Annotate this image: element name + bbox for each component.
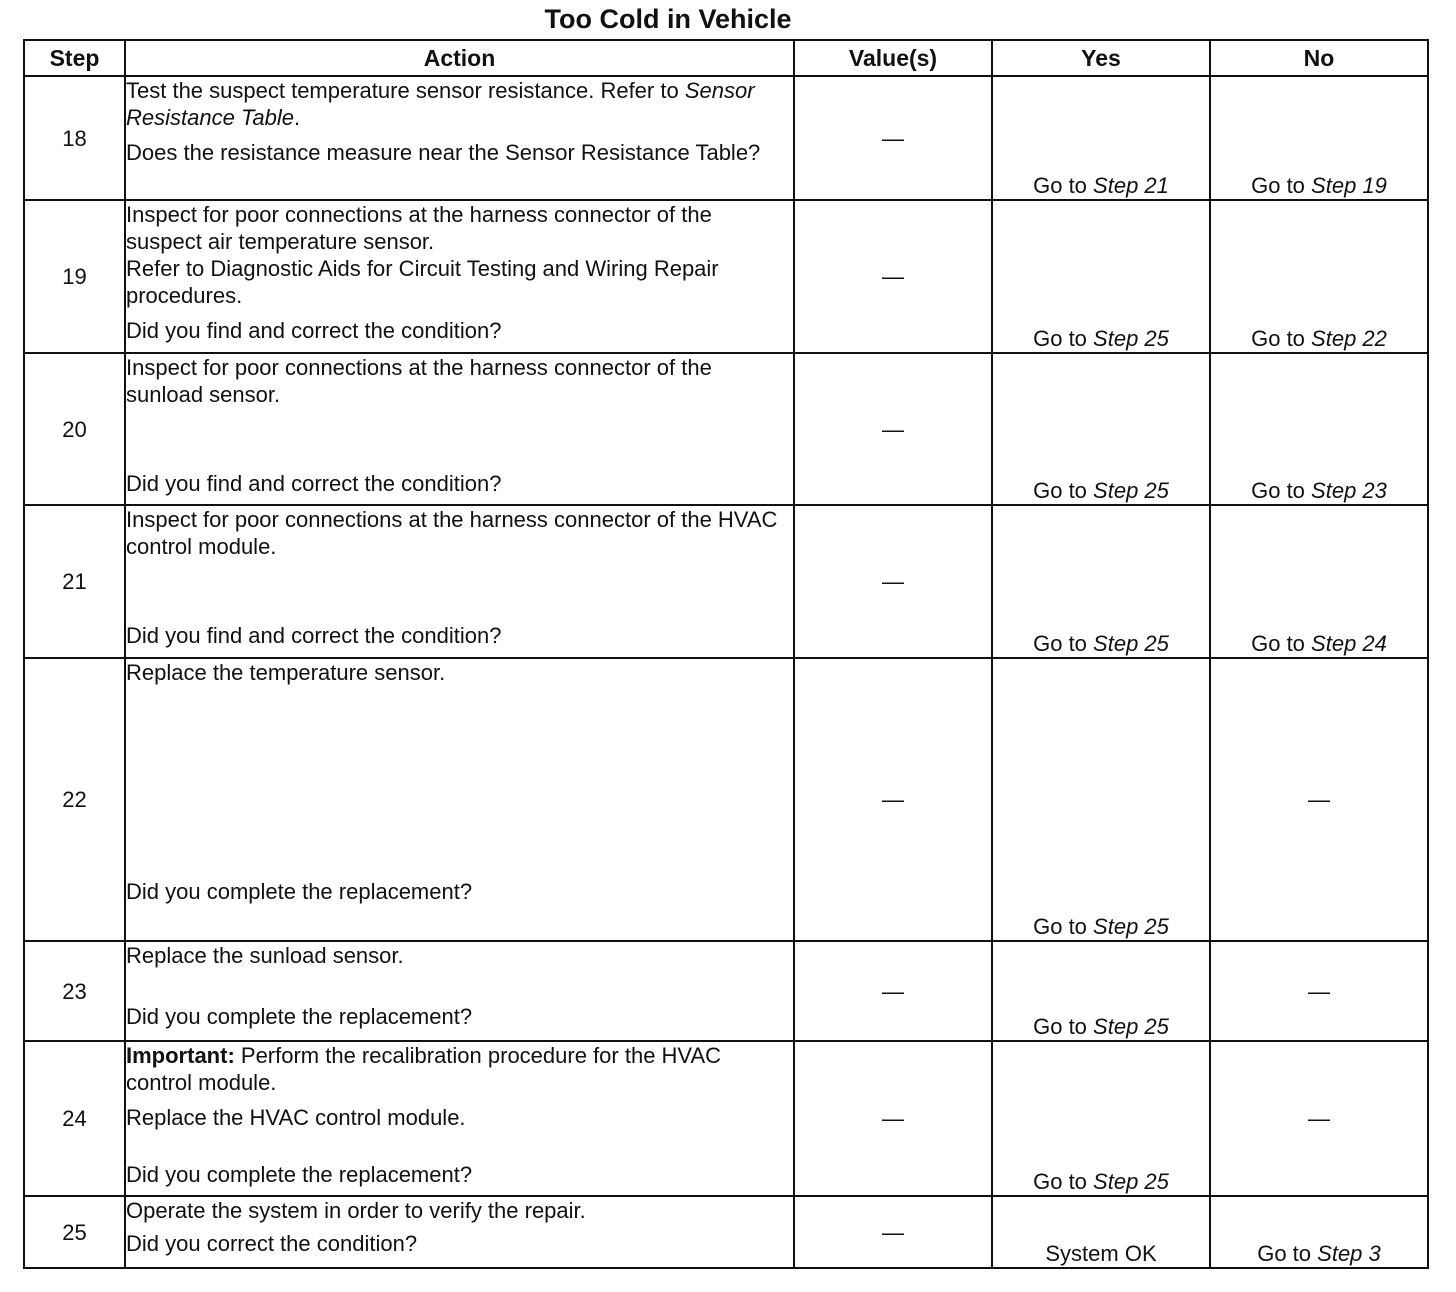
table-row [24, 200, 1428, 353]
value-cell: — [794, 941, 992, 1041]
action-text: Operate the system in order to verify the repair. [126, 1198, 586, 1223]
step-number: 25 [24, 1196, 125, 1268]
step-number: 18 [24, 76, 125, 200]
step-number: 19 [24, 200, 125, 353]
no-cell: — [1210, 941, 1428, 1041]
action-question: Did you complete the replacement? [126, 1162, 473, 1187]
table-row [24, 941, 1428, 1041]
yes-cell: Go to Step 25 [992, 941, 1210, 1041]
no-cell: — [1210, 1041, 1428, 1196]
yes-cell: Go to Step 21 [992, 76, 1210, 200]
diagnostic-table [23, 39, 1429, 1269]
action-question: Does the resistance measure near the Sensor Resistance Table? [126, 140, 761, 165]
no-cell: Go to Step 22 [1210, 200, 1428, 353]
action-text: Replace the HVAC control module. [126, 1105, 466, 1130]
no-cell: Go to Step 3 [1210, 1196, 1428, 1268]
table-row [24, 1196, 1428, 1268]
header-yes: Yes [992, 40, 1210, 76]
value-cell: — [794, 76, 992, 200]
action-text: Replace the temperature sensor. [126, 660, 446, 685]
action-question: Did you correct the condition? [126, 1231, 418, 1256]
action-question: Did you complete the replacement? [126, 1004, 473, 1029]
table-row [24, 353, 1428, 505]
table-row [24, 1041, 1428, 1196]
table-row [24, 658, 1428, 941]
action-cell [125, 1196, 794, 1268]
yes-cell: Go to Step 25 [992, 1041, 1210, 1196]
important-note: Important: Perform the recalibration procedure for the HVAC control module. [126, 1043, 722, 1095]
value-cell: — [794, 658, 992, 941]
action-text: Test the suspect temperature sensor resistance. Refer to Sensor Resistance Table. [126, 78, 755, 130]
step-number: 21 [24, 505, 125, 658]
action-question: Did you find and correct the condition? [126, 471, 502, 496]
value-cell: — [794, 505, 992, 658]
action-text: Replace the sunload sensor. [126, 943, 404, 968]
header-step: Step [24, 40, 125, 76]
header-values: Value(s) [794, 40, 992, 76]
yes-cell: Go to Step 25 [992, 505, 1210, 658]
action-text: Inspect for poor connections at the harness connector of the suspect air temperature sensor. [126, 202, 712, 254]
action-text: Refer to Diagnostic Aids for Circuit Testing and Wiring Repair procedures. [126, 256, 719, 308]
step-number: 20 [24, 353, 125, 505]
action-cell [125, 353, 794, 505]
header-action: Action [125, 40, 794, 76]
header-no: No [1210, 40, 1428, 76]
step-number: 23 [24, 941, 125, 1041]
action-cell [125, 76, 794, 200]
table-header-row [24, 40, 1428, 76]
value-cell: — [794, 1041, 992, 1196]
action-cell [125, 941, 794, 1041]
action-cell [125, 200, 794, 353]
table-row [24, 505, 1428, 658]
table-row [24, 76, 1428, 200]
yes-cell: System OK [992, 1196, 1210, 1268]
action-question: Did you find and correct the condition? [126, 318, 502, 343]
value-cell: — [794, 1196, 992, 1268]
action-text: Inspect for poor connections at the harness connector of the sunload sensor. [126, 355, 712, 407]
action-cell [125, 505, 794, 658]
no-cell: — [1210, 658, 1428, 941]
yes-cell: Go to Step 25 [992, 658, 1210, 941]
page-title: Too Cold in Vehicle [544, 4, 792, 34]
action-cell [125, 1041, 794, 1196]
value-cell: — [794, 200, 992, 353]
action-question: Did you find and correct the condition? [126, 623, 502, 648]
yes-cell: Go to Step 25 [992, 200, 1210, 353]
action-text: Inspect for poor connections at the harness connector of the HVAC control module. [126, 507, 778, 559]
action-cell [125, 658, 794, 941]
no-cell: Go to Step 19 [1210, 76, 1428, 200]
yes-cell: Go to Step 25 [992, 353, 1210, 505]
no-cell: Go to Step 23 [1210, 353, 1428, 505]
action-question: Did you complete the replacement? [126, 879, 473, 904]
step-number: 22 [24, 658, 125, 941]
step-number: 24 [24, 1041, 125, 1196]
no-cell: Go to Step 24 [1210, 505, 1428, 658]
value-cell: — [794, 353, 992, 505]
